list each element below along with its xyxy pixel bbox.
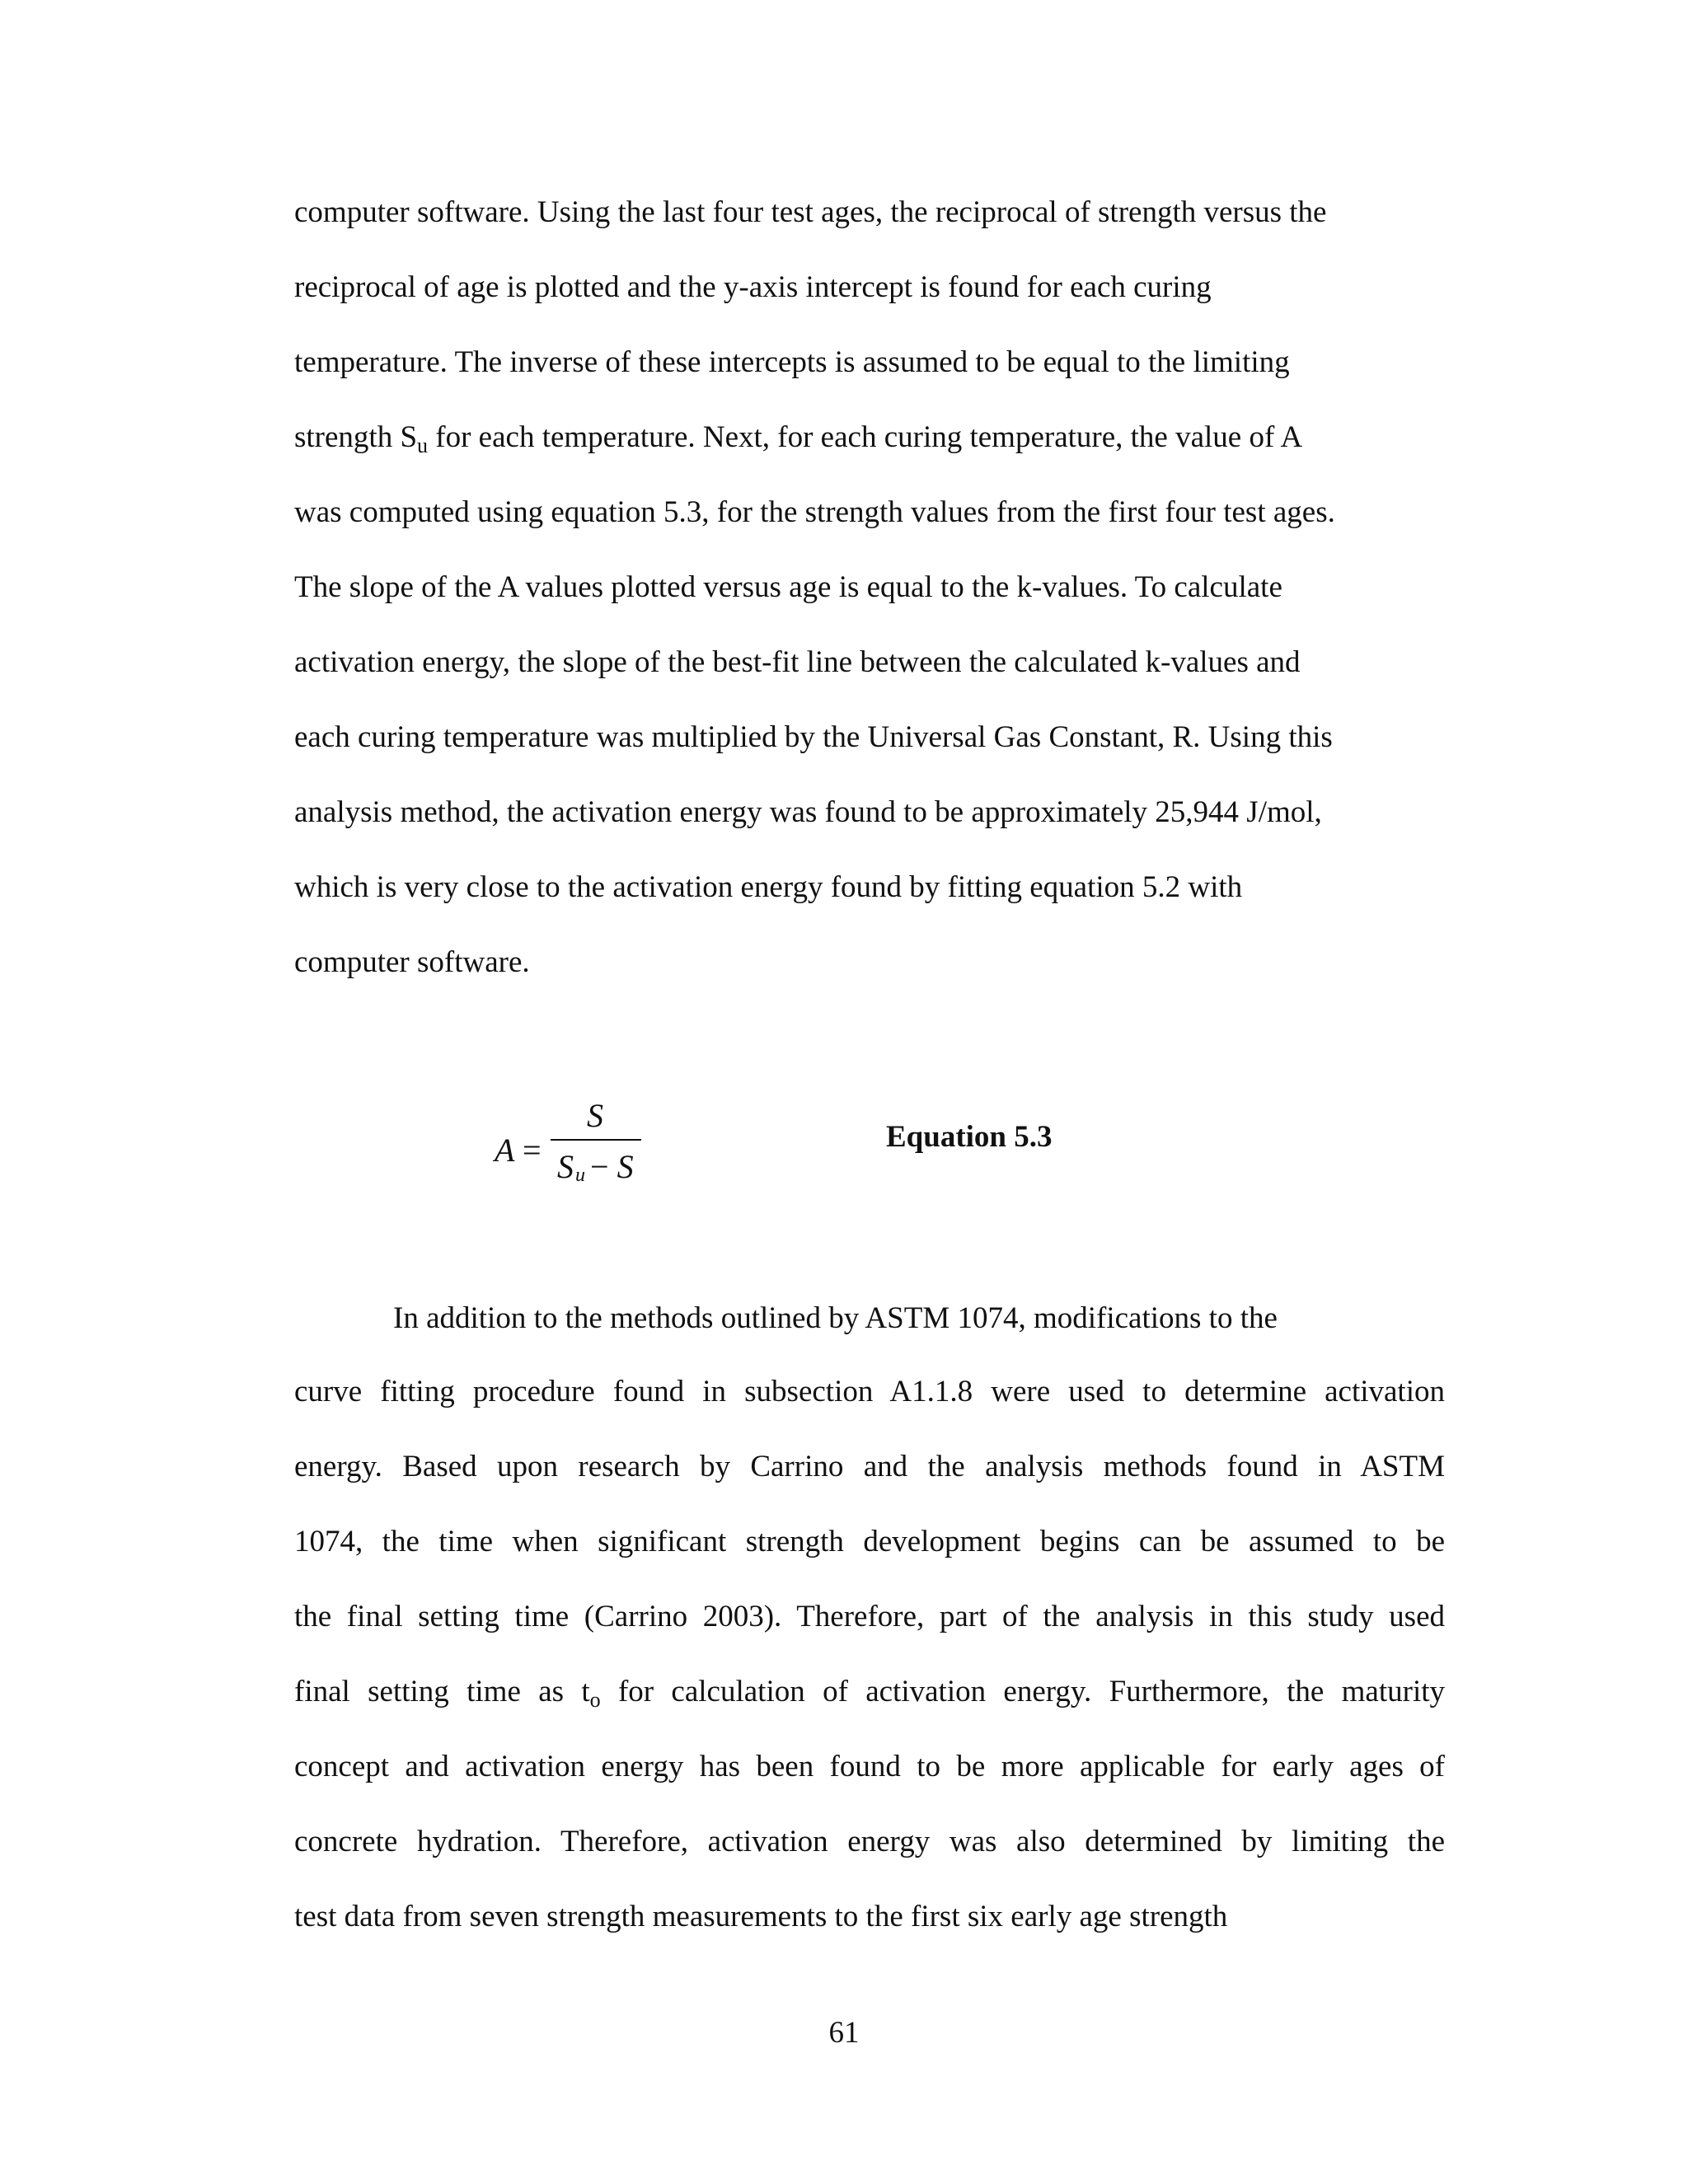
subscript: o [589, 1688, 601, 1712]
paragraph-2-line-9: test data from seven strength measurements to the first six early age strength [294, 1900, 1228, 1933]
text-fragment: for calculation of activation energy. Furthermore, the maturity [600, 1675, 1446, 1708]
equation-5-3 [495, 1096, 676, 1195]
text-fragment: for each temperature. Next, for each curing temperature, the value of A [428, 420, 1303, 454]
paragraph-1-line-3: temperature. The inverse of these intercepts is assumed to be equal to the limiting [294, 345, 1290, 379]
paragraph-2-line-1: In addition to the methods outlined by ASTM 1074, modifications to the [393, 1301, 1278, 1335]
text-fragment: strength S [294, 420, 418, 454]
equals-sign: = [523, 1132, 542, 1169]
paragraph-1-line-4 [294, 419, 1302, 456]
page-number: 61 [828, 2016, 860, 2050]
paragraph-1-line-11: computer software. [294, 945, 530, 979]
paragraph-2-line-4: 1074, the time when significant strength development begins can be assumed to be [294, 1525, 1445, 1558]
paragraph-1-line-5: was computed using equation 5.3, for the strength values from the first four test ages. [294, 495, 1335, 529]
paragraph-1-line-10: which is very close to the activation energy found by fitting equation 5.2 with [294, 870, 1243, 904]
denominator-subscript: u [575, 1165, 585, 1186]
paragraph-2-line-8: concrete hydration. Therefore, activation energy was also determined by limiting the [294, 1825, 1445, 1858]
fraction-bar [551, 1139, 641, 1141]
paragraph-2-line-3: energy. Based upon research by Carrino and the analysis methods found in ASTM [294, 1450, 1445, 1483]
equation-denominator [557, 1147, 634, 1187]
denominator-tail: S [617, 1148, 634, 1185]
paragraph-1-line-9: analysis method, the activation energy was found to be approximately 25,944 J/mol, [294, 795, 1322, 829]
paragraph-1-line-6: The slope of the A values plotted versus age is equal to the k-values. To calculate [294, 570, 1282, 604]
equation-numerator: S [587, 1097, 603, 1134]
paragraph-2-line-5: the final setting time (Carrino 2003). Therefore, part of the analysis in this study used [294, 1600, 1445, 1633]
paragraph-1-line-7: activation energy, the slope of the best-fit line between the calculated k-values and [294, 645, 1301, 679]
text-fragment: final setting time as t [294, 1675, 590, 1708]
subscript: u [417, 434, 429, 457]
minus-sign: − [590, 1148, 609, 1185]
paragraph-2-line-2: curve fitting procedure found in subsection A1.1.8 were used to determine activation [294, 1375, 1445, 1408]
denominator-s: S [557, 1148, 574, 1185]
equation-lhs: A [495, 1132, 515, 1169]
paragraph-1-line-2: reciprocal of age is plotted and the y-axis intercept is found for each curing [294, 270, 1212, 304]
paragraph-2-line-6 [294, 1674, 1445, 1710]
paragraph-1-line-8: each curing temperature was multiplied by the Universal Gas Constant, R. Using this [294, 720, 1333, 754]
paragraph-2-line-7: concept and activation energy has been found to be more applicable for early ages of [294, 1750, 1445, 1783]
paragraph-1-line-1: computer software. Using the last four test ages, the reciprocal of strength versus the [294, 195, 1327, 229]
equation-label: Equation 5.3 [886, 1120, 1053, 1154]
